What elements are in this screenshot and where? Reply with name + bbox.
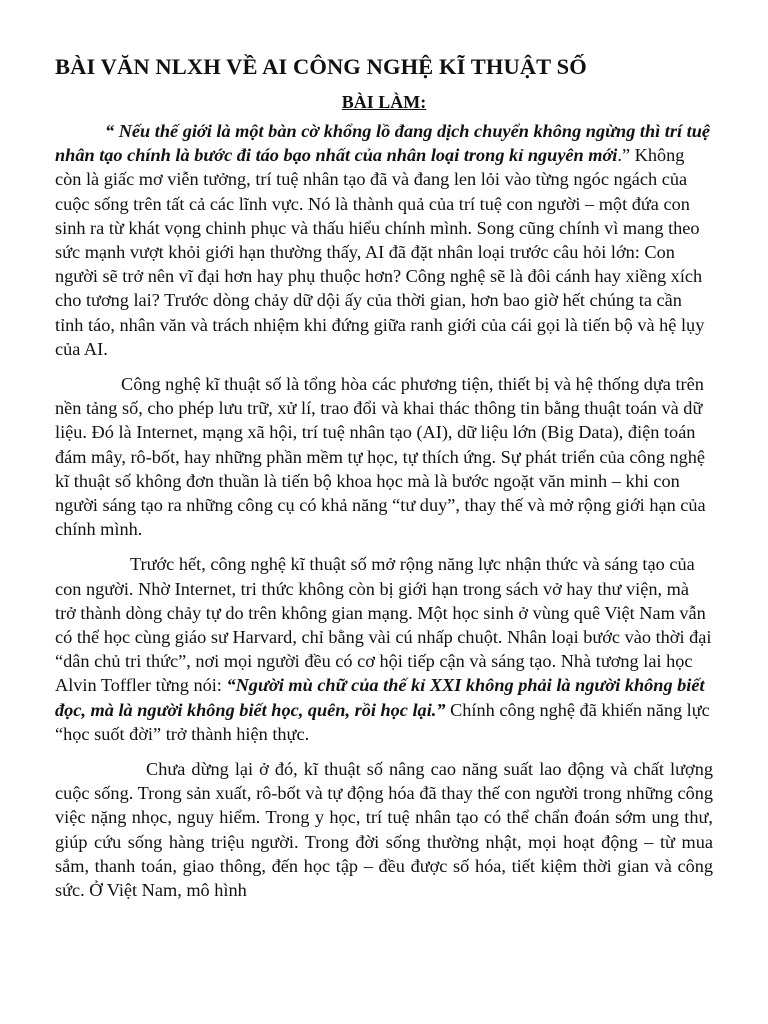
paragraph-cognition (55, 552, 713, 746)
cognition-text: Trước hết, công nghệ kĩ thuật số mở rộng năng lực nhận thức và sáng tạo của con người. Nhờ Internet, tri thức không còn bị giới hạn trong sách vở hay thư viện, mà trở thành dòng chảy tự do trên không gian mạng. Một học sinh ở vùng quê Việt Nam vẫn có thể học cùng giáo sư Harvard, chỉ bằng vài cú nhấp chuột. Nhân loại bước vào thời đại “dân chủ tri thức”, nơi mọi người đều có cơ hội tiếp cận và sáng tạo. Nhà tương lai học Alvin Toffler từng nói: (55, 554, 712, 696)
document-subtitle: BÀI LÀM: (341, 92, 427, 112)
document-page (55, 52, 713, 902)
toffler-quote: “Người mù chữ của thế kỉ XXI không phải là người không biết đọc, mà là người không biết học, quên, rồi học lại.” (55, 675, 705, 720)
intro-text: .” Không còn là giấc mơ viễn tưởng, trí tuệ nhân tạo đã và đang len lỏi vào từng ngóc ngách của cuộc sống trên tất cả các lĩnh vực. Nó là thành quả của trí tuệ con người – một đứa con sinh ra từ khát vọng chinh phục và thấu hiểu chính mình. Song cũng chính vì mang theo sức mạnh vượt khỏi giới hạn thường thấy, AI đã đặt nhân loại trước câu hỏi lớn: Con người sẽ trở nên vĩ đại hơn hay phụ thuộc hơn? Công nghệ sẽ là đôi cánh hay xiềng xích cho tương lai? Trước dòng chảy dữ dội ấy của thời gian, hơn bao giờ hết chúng ta cần tỉnh táo, nhân văn và trách nhiệm khi đứng giữa ranh giới của cái gọi là tiến bộ và hệ lụy của AI. (55, 145, 705, 359)
cognition-text-end: Chính công nghệ đã khiến năng lực “học suốt đời” trở thành hiện thực. (55, 699, 710, 744)
paragraph-definition: Công nghệ kĩ thuật số là tổng hòa các phương tiện, thiết bị và hệ thống dựa trên nền tảng số, cho phép lưu trữ, xử lí, trao đổi và khai thác thông tin bằng thuật toán và dữ liệu. Đó là Internet, mạng xã hội, trí tuệ nhân tạo (AI), dữ liệu lớn (Big Data), điện toán đám mây, rô-bốt, hay những phần mềm tự học, tự thích ứng. Sự phát triển của công nghệ kĩ thuật số không đơn thuần là tiến bộ khoa học mà là bước ngoặt văn minh – khi con người sáng tạo ra những công cụ có khả năng “tư duy”, thay thế và mở rộng giới hạn của chính mình. (55, 374, 706, 540)
document-title: BÀI VĂN NLXH VỀ AI CÔNG NGHỆ KĨ THUẬT SỐ (55, 54, 587, 79)
paragraph-intro (55, 119, 713, 361)
intro-quote: “ Nếu thế giới là một bàn cờ khổng lồ đang dịch chuyển không ngừng thì trí tuệ nhân tạo chính là bước đi táo bạo nhất của nhân loại trong kỉ nguyên mới (55, 121, 711, 166)
paragraph-productivity: Chưa dừng lại ở đó, kĩ thuật số nâng cao năng suất lao động và chất lượng cuộc sống. Trong sản xuất, rô-bốt và tự động hóa đã thay thế con người trong những công việc nặng nhọc, nguy hiểm. Trong y học, trí tuệ nhân tạo có thể chẩn đoán sớm ung thư, giúp cứu sống hàng triệu người. Trong đời sống thường nhật, mọi hoạt động – từ mua sắm, thanh toán, giao thông, đến học tập – đều được số hóa, tiết kiệm thời gian và công sức. Ở Việt Nam, mô hình (55, 759, 713, 901)
